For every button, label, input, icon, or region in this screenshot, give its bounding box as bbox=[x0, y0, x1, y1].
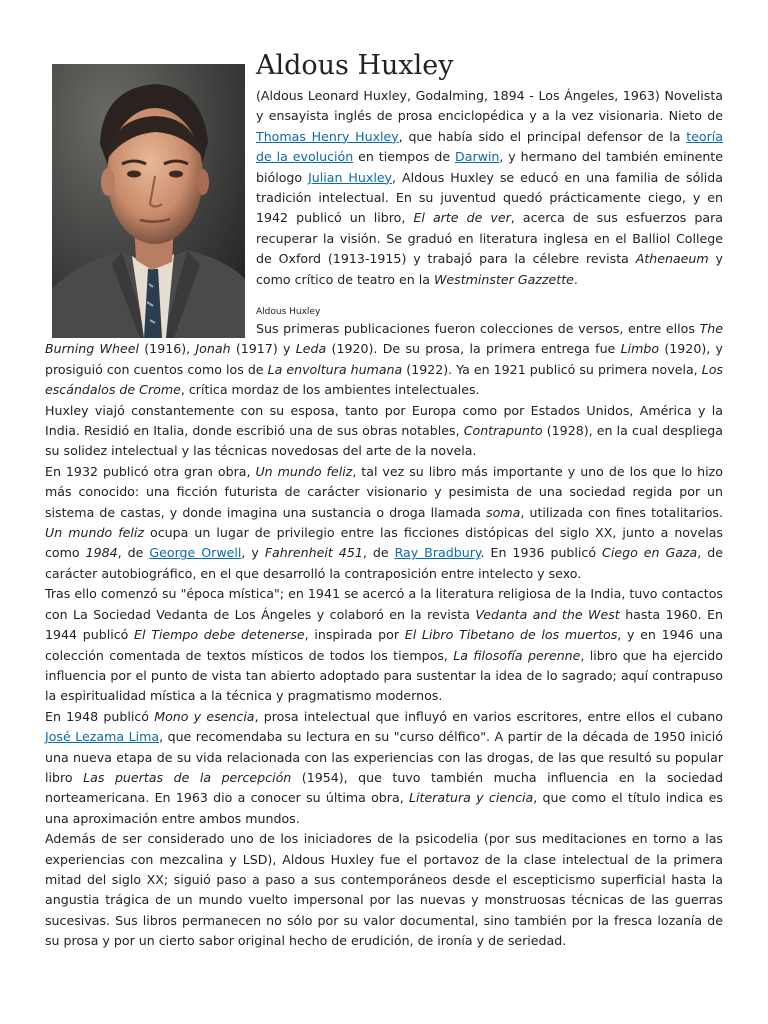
intro-text: , que había sido el principal defensor de la bbox=[398, 128, 687, 144]
text: (1920), y prosiguió con cuentos como los de bbox=[45, 341, 723, 377]
text: Sus primeras publicaciones fueron colecciones de versos, entre ellos bbox=[256, 321, 700, 336]
paragraph-late-works bbox=[45, 707, 723, 829]
text: , utilizada con fines totalitarios. bbox=[520, 504, 723, 520]
text: . En 1936 publicó bbox=[480, 545, 603, 561]
text: En 1948 publicó bbox=[45, 708, 155, 724]
book-title: Literatura y ciencia bbox=[408, 790, 534, 806]
link-ray-bradbury[interactable]: Ray Bradbury bbox=[394, 545, 481, 561]
text: , tal vez su libro más importante y uno de los que lo hizo más conocido: una ficción futurista de carácter visionario y pesimista de una sociedad regida por un sistema de castas, y donde imagina una sustancia o droga llamada bbox=[45, 463, 723, 520]
term: soma bbox=[486, 504, 521, 520]
text: , crítica mordaz de los ambientes intelectuales. bbox=[180, 382, 480, 398]
book-title: Los escándalos de Crome bbox=[45, 361, 723, 398]
paragraph-mystic-period bbox=[45, 584, 723, 706]
intro-text: , Aldous Huxley se educó en una familia de sólida tradición intelectual. En su juventud quedó prácticamente ciego, y en 1942 publicó un libro, bbox=[256, 169, 723, 226]
book-title: Leda bbox=[295, 341, 327, 357]
author-portrait bbox=[52, 64, 245, 338]
text: (1916), bbox=[138, 341, 196, 357]
book-title: El Tiempo debe detenerse bbox=[134, 627, 305, 643]
text: En 1932 publicó otra gran obra, bbox=[45, 463, 256, 479]
link-george-orwell[interactable]: George Orwell bbox=[149, 545, 242, 561]
paragraph-early-works bbox=[45, 319, 723, 401]
intro-paragraph bbox=[256, 86, 723, 290]
intro-text: . bbox=[573, 271, 578, 287]
text: , de carácter autobiográfico, en el que desarrolló la contraposición entre intelecto y sexo. bbox=[45, 545, 723, 581]
intro-text: (Aldous Leonard Huxley, Godalming, 1894 - Los Ángeles, 1963) Novelista y ensayista inglés de prosa enciclopédica y a la vez visionaria. Nieto de bbox=[256, 88, 723, 124]
magazine-title: Westminster Gazzette bbox=[433, 271, 574, 287]
text: Además de ser considerado uno de los iniciadores de la psicodelia (por sus meditaciones en torno a las experiencias con mezcalina y LSD), Aldous Huxley fue el portavoz de la clase intelectual de la primera mitad del siglo XX; siguió paso a paso a sus contemporáneos desde el escepticismo superficial hasta la angustia trágica de un mundo vuelto impersonal por las nuevas y monstruosas técnicas de las guerras sucesivas. Sus libros permanecen no sólo por su valor documental, sino también por la fresca lozanía de su prosa y por un cierto sabor original hecho de erudición, de ironía y de seriedad. bbox=[45, 831, 723, 949]
article-title: Aldous Huxley bbox=[256, 50, 454, 81]
paragraph-legacy bbox=[45, 829, 723, 951]
text: Tras ello comenzó su "época mística"; en 1941 se acercó a la literatura religiosa de la India, tuvo contactos con La Sociedad Vedanta de Los Ángeles y colaboró en la revista bbox=[45, 586, 723, 622]
text: Huxley viajó constantemente con su esposa, tanto por Europa como por Estados Unidos, América y la India. Residió en Italia, donde escribió una de sus obras notables, bbox=[45, 402, 723, 439]
text: , prosa intelectual que influyó en varios escritores, entre ellos el cubano bbox=[254, 708, 723, 724]
link-jose-lezama-lima[interactable]: José Lezama Lima bbox=[45, 729, 160, 745]
book-title: Limbo bbox=[620, 341, 660, 357]
intro-text: y como crítico de teatro en la bbox=[256, 251, 723, 287]
book-title: Mono y esencia bbox=[154, 708, 255, 724]
magazine-title: Athenaeum bbox=[635, 251, 709, 267]
text: (1922). Ya en 1921 publicó su primera novela, bbox=[402, 361, 702, 377]
book-title: Contrapunto bbox=[463, 423, 543, 439]
text: (1920). De su prosa, la primera entrega fue bbox=[326, 341, 621, 357]
book-title: El arte de ver bbox=[413, 210, 511, 226]
magazine-title: Vedanta and the West bbox=[475, 606, 620, 622]
text: , y bbox=[241, 545, 265, 561]
book-title: Jonah bbox=[195, 341, 231, 357]
text: , libro que ha ejercido influencia por el punto de vista tan abierto adoptado para sustentar la idea de lo sagrado; aquí contrapuso la espiritualidad mística a la técnica y pragmatismo modernos. bbox=[45, 647, 723, 704]
intro-text: en tiempos de bbox=[353, 149, 456, 165]
text: , que como el título indica es una aproximación entre ambos mundos. bbox=[45, 790, 723, 826]
text: , de bbox=[362, 545, 395, 561]
text: hasta 1960. En 1944 publicó bbox=[45, 606, 724, 643]
link-julian-huxley[interactable]: Julian Huxley bbox=[308, 169, 393, 185]
book-title: 1984 bbox=[85, 545, 118, 561]
book-title: Ciego en Gaza bbox=[602, 545, 698, 561]
text: , que recomendaba su lectura en su "curso délfico". A partir de la década de 1950 inició una nueva etapa de su vida relacionada con las experiencias con las drogas, de las que resultó su popular libro bbox=[45, 729, 724, 785]
book-title: Las puertas de la percepción bbox=[83, 769, 292, 785]
text: ocupa un lugar de privilegio entre las ficciones distópicas del siglo XX, junto a novelas como bbox=[45, 525, 723, 561]
book-title: The Burning Wheel bbox=[45, 321, 723, 357]
link-thomas-henry-huxley[interactable]: Thomas Henry Huxley bbox=[256, 128, 399, 144]
book-title: Fahrenheit 451 bbox=[264, 545, 363, 561]
portrait-caption: Aldous Huxley bbox=[256, 307, 321, 317]
paragraph-brave-new-world bbox=[45, 462, 723, 584]
book-title: Un mundo feliz bbox=[45, 525, 144, 541]
link-teoria-de-la-evolucion[interactable]: teoría de la evolución bbox=[256, 128, 723, 165]
book-title: La filosofía perenne bbox=[453, 647, 581, 663]
text: (1917) y bbox=[230, 341, 296, 357]
text: (1954), que tuvo también mucha influencia en la sociedad norteamericana. En 1963 dio a conocer su última obra, bbox=[45, 769, 723, 806]
book-title: El Libro Tibetano de los muertos bbox=[404, 627, 618, 643]
text: , de bbox=[117, 545, 150, 561]
text: , y en 1946 una colección comentada de textos místicos de todos los tiempos, bbox=[45, 627, 723, 663]
book-title: La envoltura humana bbox=[267, 361, 403, 377]
book-title: Un mundo feliz bbox=[255, 463, 353, 479]
intro-text: , y hermano del también eminente biólogo bbox=[256, 149, 723, 185]
text: (1928), en la cual despliega su solidez intelectual y las técnicas novedosas del arte de la novela. bbox=[45, 423, 723, 459]
link-darwin[interactable]: Darwin bbox=[455, 149, 500, 165]
article-body bbox=[45, 319, 723, 952]
paragraph-travels bbox=[45, 401, 723, 462]
intro-text: , acerca de sus esfuerzos para recuperar la visión. Se graduó en literatura inglesa en el Balliol College de Oxford (1913-1915) y trabajó para la célebre revista bbox=[256, 210, 724, 267]
text: , inspirada por bbox=[304, 627, 405, 643]
